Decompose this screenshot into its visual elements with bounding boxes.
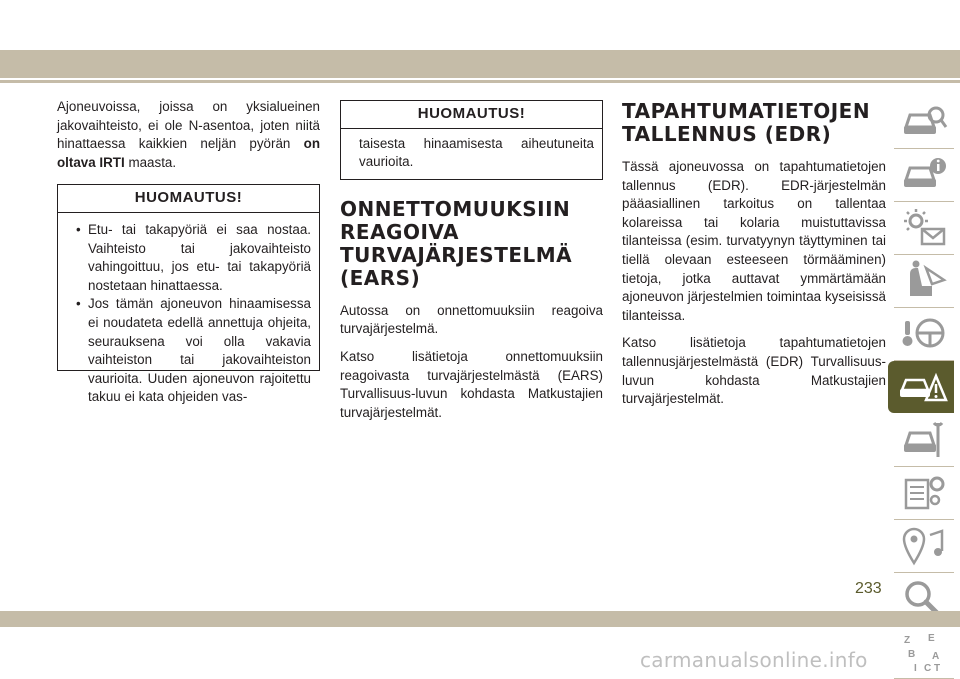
- top-rule: [0, 80, 960, 83]
- tab-warning-lights[interactable]: [894, 202, 954, 255]
- airbag-seat-icon: [902, 260, 948, 302]
- car-wrench-icon: [902, 419, 948, 461]
- note-body-2: taisesta hinaamisesta aiheutuneita vaurioita.: [359, 135, 594, 170]
- warning-note-1: [57, 184, 320, 405]
- tab-specs-gear[interactable]: [894, 467, 954, 520]
- intro-bold: on oltava IRTI: [57, 136, 320, 170]
- edr-heading: TAPAHTUMATIETOJEN TALLENNUS (EDR): [622, 99, 871, 146]
- svg-text:A: A: [932, 651, 940, 662]
- intro-paragraph: [57, 98, 320, 172]
- note-heading-1: HUOMAUTUS!: [58, 185, 319, 213]
- warning-note-2: [340, 100, 603, 180]
- edr-paragraph-1: Tässä ajoneuvossa on tapahtumatietojen tallennus (EDR). EDR-järjestelmän pääasiallinen tarkoitus on tallentaa kolareissa tai kolaria muistuttavissa tilanteissa (esim. turvatyynyn täyttyminen tai tiellä olevaan esteeseen törmääminen) tietoja, jotka auttavat ymmärtämään ajoneuvon järjestelmien toimintaa kyseisissä tilanteissa.: [622, 159, 886, 323]
- top-band: [0, 50, 960, 78]
- tab-alphabet-index[interactable]: [894, 626, 954, 679]
- note-heading-2: HUOMAUTUS!: [341, 101, 602, 129]
- steering-key-icon: [902, 313, 948, 355]
- specs-gear-icon: [902, 472, 948, 514]
- tab-emergency-car[interactable]: [888, 361, 954, 413]
- svg-text:I: I: [914, 663, 917, 674]
- note-list: [76, 221, 311, 407]
- tab-airbag-seat[interactable]: [894, 255, 954, 308]
- edr-paragraph-2: Katso lisätietoja tapahtumatietojen tallennusjärjestelmästä (EDR) Turvallisuus-luvun kohdasta Matkustajien turvajärjestelmät.: [622, 335, 886, 407]
- car-info-icon: [902, 154, 948, 196]
- watermark: carmanualsonline.info: [640, 648, 868, 672]
- intro-end: maasta.: [128, 154, 177, 170]
- svg-text:Z: Z: [904, 635, 911, 646]
- svg-text:E: E: [928, 633, 935, 644]
- column-3: [622, 100, 886, 418]
- warning-lights-icon: [902, 207, 948, 249]
- page-number: 233: [855, 580, 882, 597]
- ears-paragraph-2: Katso lisätietoja onnettomuuksiin reagoivasta turvajärjestelmästä (EARS) Turvallisuus-luvun kohdasta Matkustajien turvajärjestelmät.: [340, 348, 603, 420]
- alphabet-index-icon: [902, 631, 948, 673]
- svg-text:B: B: [908, 649, 916, 660]
- car-magnifier-icon: [902, 101, 948, 143]
- svg-text:C: C: [924, 663, 932, 674]
- note-item-2: • Jos tämän ajoneuvon hinaamisessa ei noudateta edellä annettuja ohjeita, seurauksena voi olla vakavia vaihteiston tai jakovaihteiston vaurioita. Uuden ajoneuvon rajoitettu takuu ei kata ohjeiden vas-: [76, 295, 311, 407]
- tab-car-wrench[interactable]: [894, 414, 954, 467]
- note-item-1: • Etu- tai takapyöriä ei saa nostaa. Vaihteisto tai jakovaihteisto vahingoittuu, jos etu- tai takapyöriä nostetaan hinattaessa.: [76, 221, 311, 295]
- column-1: [57, 98, 320, 405]
- ears-heading: ONNETTOMUUKSIIN REAGOIVA TURVAJÄRJESTELMÄ (EARS): [340, 196, 573, 290]
- tab-multimedia[interactable]: [894, 520, 954, 573]
- bottom-band: [0, 611, 960, 627]
- emergency-car-icon: [896, 366, 948, 408]
- svg-text:T: T: [934, 663, 941, 674]
- column-2: [340, 100, 603, 431]
- tab-steering-key[interactable]: [894, 308, 954, 361]
- tab-car-info[interactable]: [894, 149, 954, 202]
- multimedia-icon: [902, 525, 948, 567]
- tab-car-magnifier[interactable]: [894, 96, 954, 149]
- intro-text: Ajoneuvoissa, joissa on yksialueinen jakovaihteisto, ei ole N-asentoa, joten niitä hinattaessa kaikkien neljän pyörän: [57, 99, 320, 152]
- ears-paragraph-1: Autossa on onnettomuuksiin reagoiva turvajärjestelmä.: [340, 302, 603, 337]
- note-body-1: [58, 213, 319, 413]
